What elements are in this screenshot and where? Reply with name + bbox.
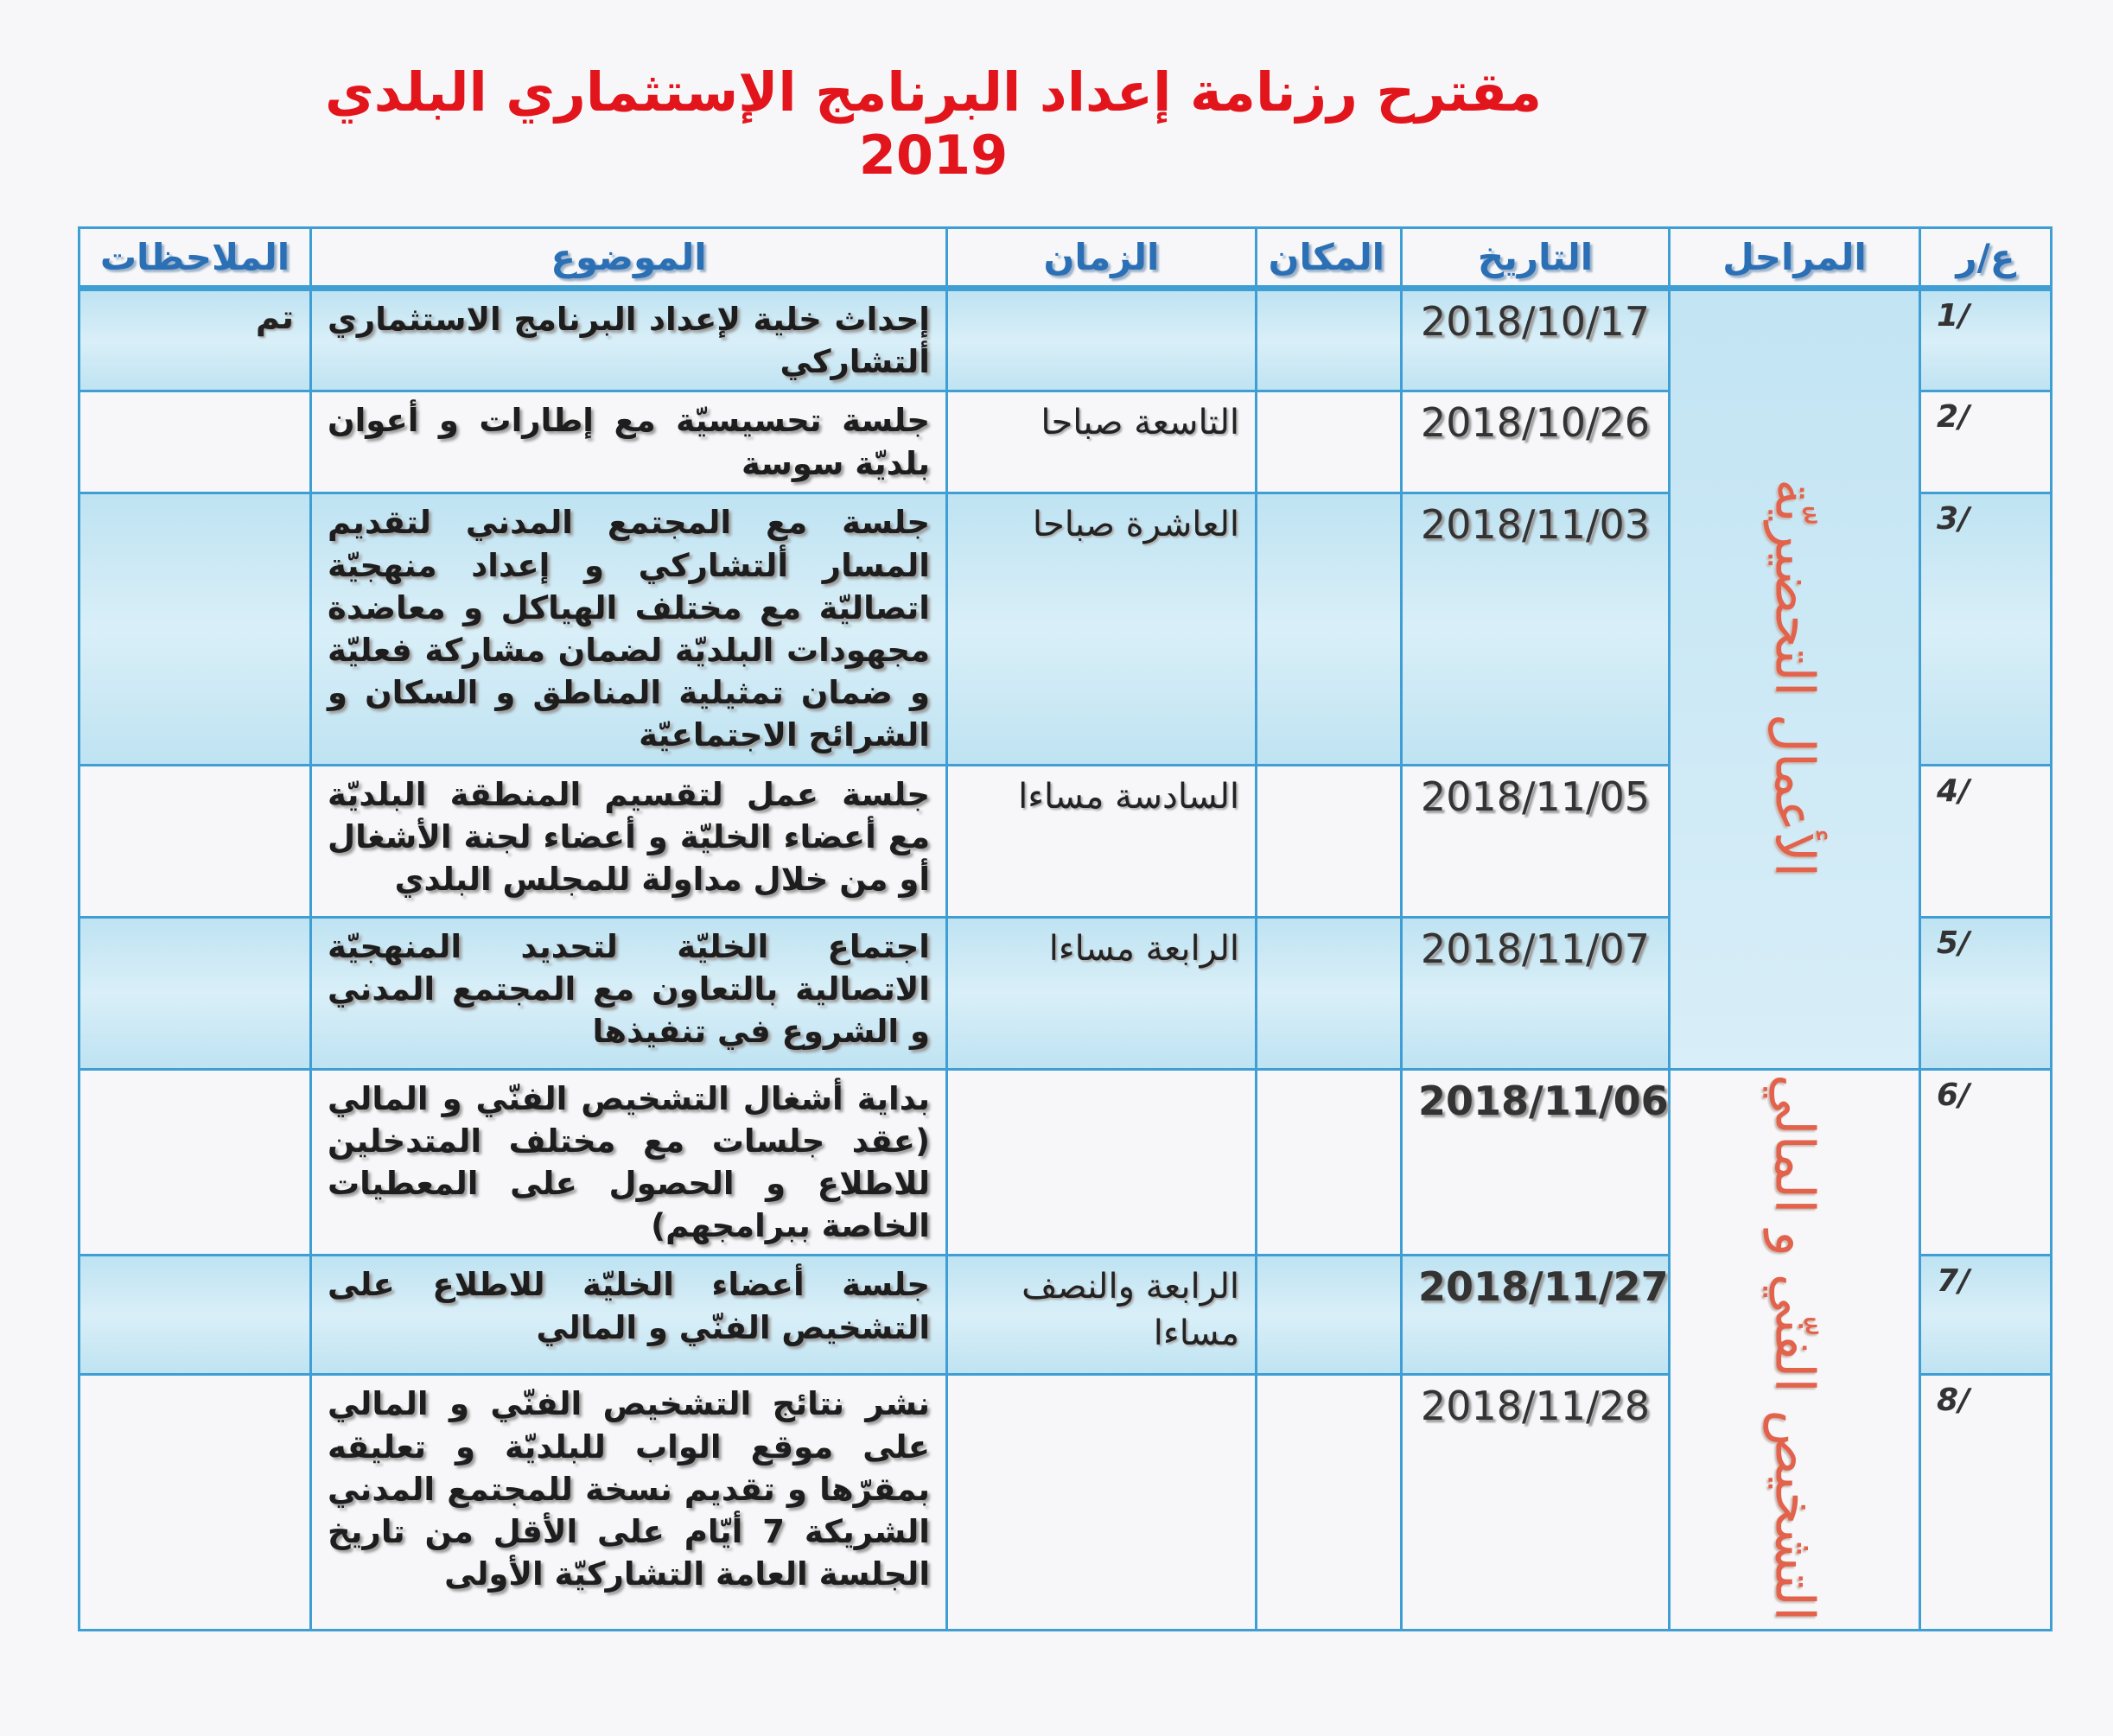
header-stage: المراحل bbox=[1670, 228, 1920, 289]
row-notes bbox=[80, 765, 311, 917]
row-topic: جلسة عمل لتقسيم المنطقة البلديّة مع أعضاء الخليّة و أعضاء لجنة الأشغال أو من خلال مداولة للمجلس البلدي bbox=[311, 765, 947, 917]
row-topic: اجتماع الخليّة لتحديد المنهجيّة الاتصالية بالتعاون مع المجتمع المدني و الشروع في تنفيذها bbox=[311, 917, 947, 1069]
row-date: 2018/11/05 bbox=[1402, 765, 1670, 917]
row-place bbox=[1257, 391, 1402, 493]
row-place bbox=[1257, 1256, 1402, 1375]
stage-diagnosis bbox=[1670, 1069, 1920, 1631]
row-time: الرابعة والنصف مساءا bbox=[947, 1256, 1257, 1375]
schedule-table bbox=[78, 226, 2053, 1631]
row-place bbox=[1257, 1375, 1402, 1631]
row-place bbox=[1257, 917, 1402, 1069]
row-num: /1 bbox=[1920, 289, 2052, 391]
row-topic: إحداث خلية لإعداد البرنامج الاستثماري ألتشاركي bbox=[311, 289, 947, 391]
row-time bbox=[947, 1069, 1257, 1256]
header-date: التاريخ bbox=[1402, 228, 1670, 289]
row-notes bbox=[80, 1069, 311, 1256]
row-time bbox=[947, 1375, 1257, 1631]
row-time: العاشرة صباحا bbox=[947, 493, 1257, 765]
row-time: الرابعة مساءا bbox=[947, 917, 1257, 1069]
row-place bbox=[1257, 493, 1402, 765]
row-topic: نشر نتائج التشخيص الفنّي و المالي على موقع الواب للبلديّة و تعليقه بمقرّها و تقديم نسخة للمجتمع المدني الشريكة 7 أيّام على الأقل من تاريخ الجلسة العامة التشاركيّة الأولى bbox=[311, 1375, 947, 1631]
row-date: 2018/10/17 bbox=[1402, 289, 1670, 391]
row-topic: جلسة أعضاء الخليّة للاطلاع على التشخيص الفنّي و المالي bbox=[311, 1256, 947, 1375]
row-notes bbox=[80, 391, 311, 493]
row-num: /4 bbox=[1920, 765, 2052, 917]
row-time bbox=[947, 289, 1257, 391]
row-topic: بداية أشغال التشخيص الفنّي و المالي (عقد جلسات مع مختلف المتدخلين للاطلاع و الحصول على المعطيات الخاصة ببرامجهم) bbox=[311, 1069, 947, 1256]
header-place: المكان bbox=[1257, 228, 1402, 289]
header-num: ع/ر bbox=[1920, 228, 2052, 289]
header-time: الزمان bbox=[947, 228, 1257, 289]
row-num: /6 bbox=[1920, 1069, 2052, 1256]
stage-label: التشخيص الفنّي و المالي bbox=[1763, 1074, 1827, 1622]
stage-preparatory bbox=[1670, 289, 1920, 1070]
row-place bbox=[1257, 289, 1402, 391]
page-title: مقترح رزنامة إعداد البرنامج الإستثماري البلدي 2019 bbox=[324, 60, 1543, 187]
row-place bbox=[1257, 1069, 1402, 1256]
row-notes bbox=[80, 493, 311, 765]
row-place bbox=[1257, 765, 1402, 917]
row-num: /7 bbox=[1920, 1256, 2052, 1375]
row-date: 2018/10/26 bbox=[1402, 391, 1670, 493]
header-row bbox=[80, 228, 2052, 289]
row-time: السادسة مساءا bbox=[947, 765, 1257, 917]
table-row bbox=[80, 289, 2052, 391]
row-notes bbox=[80, 1256, 311, 1375]
row-date: 2018/11/27 bbox=[1402, 1256, 1670, 1375]
stage-label: الأعمال التحضيريّة bbox=[1763, 478, 1827, 877]
row-notes: تم bbox=[80, 289, 311, 391]
row-num: /8 bbox=[1920, 1375, 2052, 1631]
header-notes: الملاحظات bbox=[80, 228, 311, 289]
row-num: /5 bbox=[1920, 917, 2052, 1069]
row-date: 2018/11/07 bbox=[1402, 917, 1670, 1069]
header-topic: الموضوع bbox=[311, 228, 947, 289]
row-topic: جلسة مع المجتمع المدني لتقديم المسار ألتشاركي و إعداد منهجيّة اتصاليّة مع مختلف الهياكل و معاضدة مجهودات البلديّة لضمان مشاركة فعليّة و ضمان تمثيلية المناطق و السكان و الشرائح الاجتماعيّة bbox=[311, 493, 947, 765]
row-time: التاسعة صباحا bbox=[947, 391, 1257, 493]
row-date: 2018/11/28 bbox=[1402, 1375, 1670, 1631]
row-notes bbox=[80, 917, 311, 1069]
row-date: 2018/11/03 bbox=[1402, 493, 1670, 765]
row-num: /3 bbox=[1920, 493, 2052, 765]
row-num: /2 bbox=[1920, 391, 2052, 493]
row-notes bbox=[80, 1375, 311, 1631]
table-row bbox=[80, 1069, 2052, 1256]
row-topic: جلسة تحسيسيّة مع إطارات و أعوان بلديّة سوسة bbox=[311, 391, 947, 493]
row-date: 2018/11/06 bbox=[1402, 1069, 1670, 1256]
